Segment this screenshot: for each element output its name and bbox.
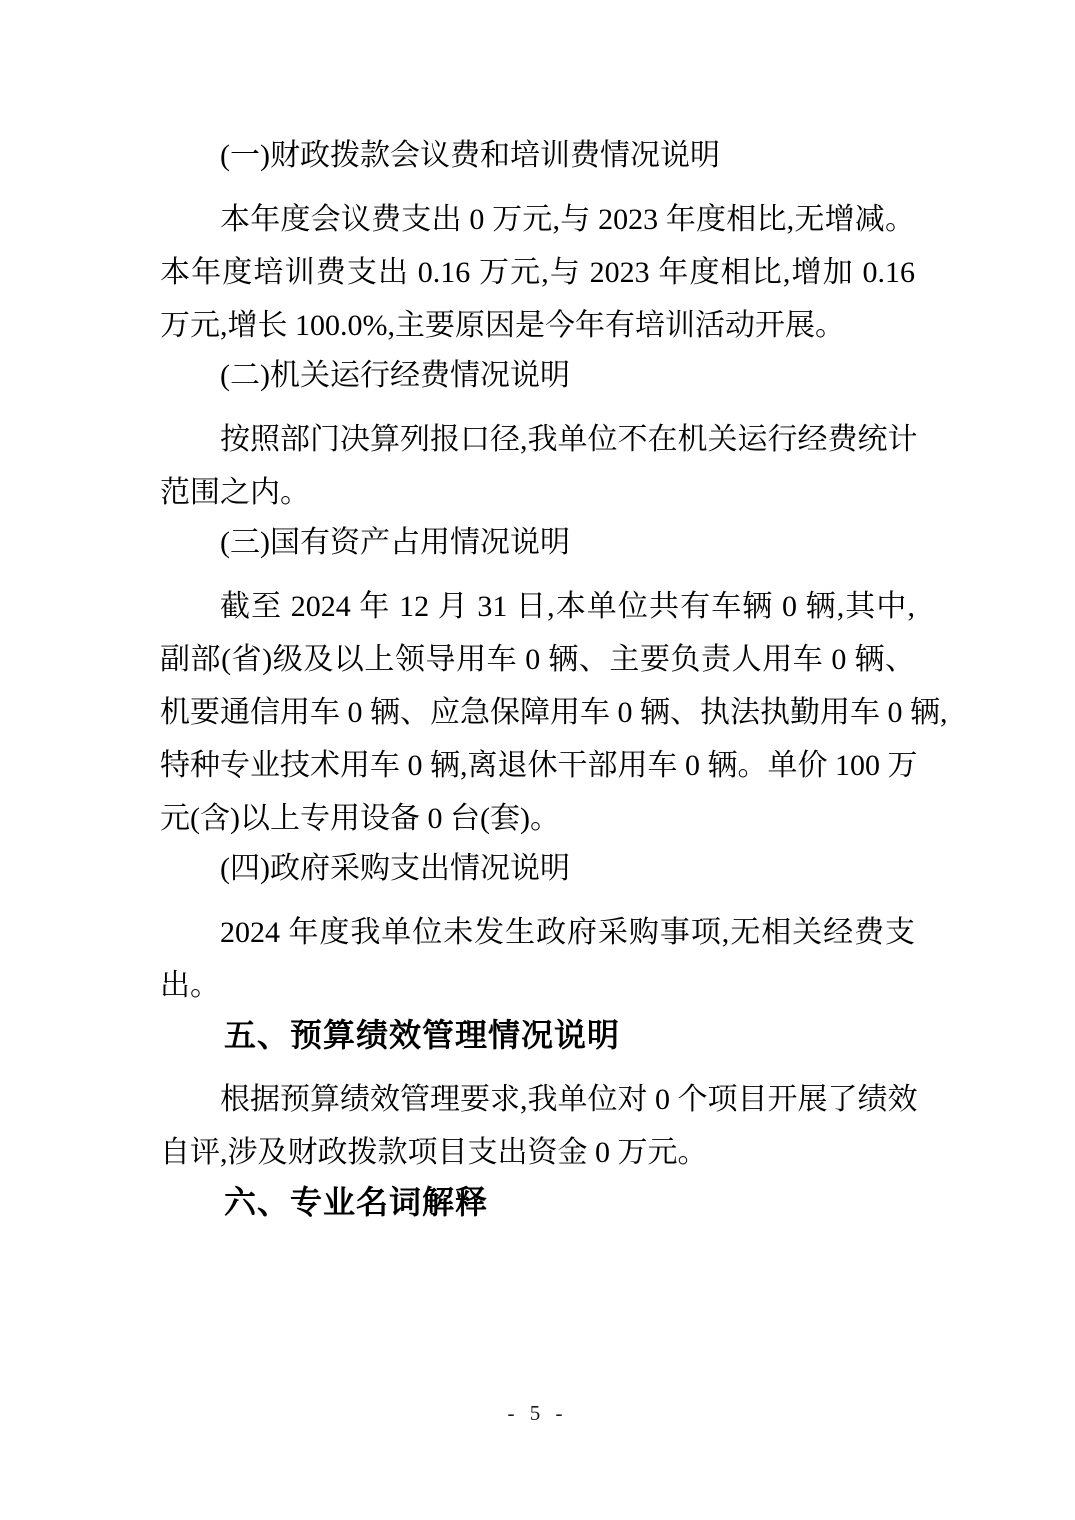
page-number: - 5 - (507, 1401, 568, 1425)
paragraph-line: 出。 (160, 969, 220, 1002)
paragraph-line: 元(含)以上专用设备 0 台(套)。 (160, 802, 560, 835)
heading-line: (三)国有资产占用情况说明 (220, 526, 570, 559)
heading-line: (一)财政拨款会议费和培训费情况说明 (220, 139, 720, 172)
paragraph-line: 副部(省)级及以上领导用车 0 辆、主要负责人用车 0 辆、 (160, 643, 915, 676)
paragraph-line: 范围之内。 (160, 476, 310, 509)
paragraph-line: 根据预算绩效管理要求,我单位对 0 个项目开展了绩效 (220, 1083, 918, 1116)
paragraph-line: 本年度会议费支出 0 万元,与 2023 年度相比,无增减。 (220, 203, 915, 236)
paragraph-line: 按照部门决算列报口径,我单位不在机关运行经费统计 (220, 423, 918, 456)
paragraph (160, 906, 915, 1012)
document-body (160, 129, 948, 1229)
paragraph (160, 413, 918, 519)
paragraph-line: 万元,增长 100.0%,主要原因是今年有培训活动开展。 (160, 309, 845, 342)
paragraph-line: 机要通信用车 0 辆、应急保障用车 0 辆、执法执勤用车 0 辆, (160, 696, 948, 729)
section-heading (160, 842, 915, 895)
section-heading (160, 349, 915, 402)
paragraph (160, 193, 915, 352)
paragraph-line: 自评,涉及财政拨款项目支出资金 0 万元。 (160, 1136, 708, 1169)
paragraph-line: 本年度培训费支出 0.16 万元,与 2023 年度相比,增加 0.16 (160, 256, 915, 289)
heading-line: (四)政府采购支出情况说明 (220, 852, 570, 885)
section-heading (160, 1176, 915, 1229)
paragraph (160, 1073, 918, 1179)
paragraph-line: 特种专业技术用车 0 辆,离退休干部用车 0 辆。单价 100 万 (160, 749, 918, 782)
heading-line: 六、专业名词解释 (224, 1184, 489, 1220)
paragraph-line: 2024 年度我单位未发生政府采购事项,无相关经费支 (220, 916, 915, 949)
heading-line: (二)机关运行经费情况说明 (220, 359, 570, 392)
section-heading (160, 516, 915, 569)
section-heading (160, 1009, 915, 1062)
paragraph (160, 580, 948, 845)
section-heading (160, 129, 915, 182)
paragraph-line: 截至 2024 年 12 月 31 日,本单位共有车辆 0 辆,其中, (220, 590, 915, 623)
heading-line: 五、预算绩效管理情况说明 (224, 1017, 621, 1053)
